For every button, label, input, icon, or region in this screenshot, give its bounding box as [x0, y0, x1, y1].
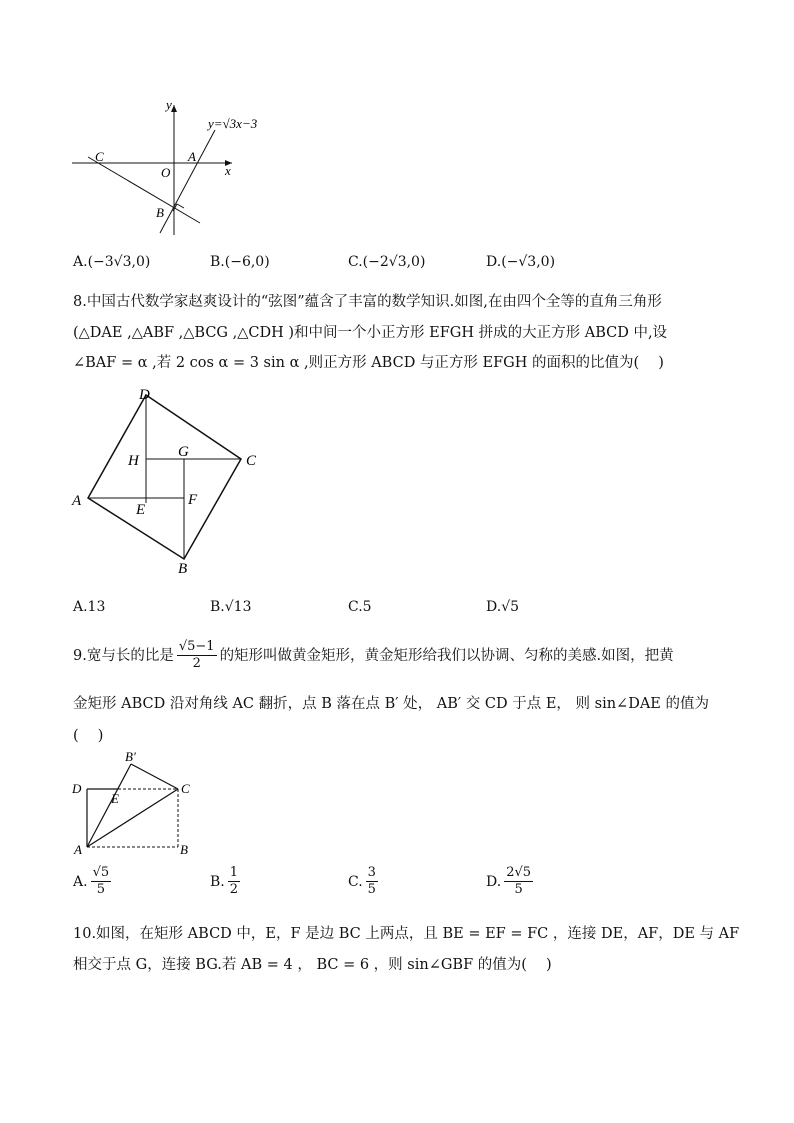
q7-line-ab	[160, 130, 215, 233]
q9-line-b-prime-c	[131, 764, 178, 789]
q8-label-e: E	[136, 502, 146, 518]
q10-text-line-1: 10.如图，在矩形 ABCD 中，E，F 是边 BC 上两点，且 BE = EF = FC ，连接 DE，AF，DE 与 AF	[73, 926, 740, 942]
q9-label-d: D	[72, 781, 82, 796]
q7-point-b-label: B	[156, 205, 164, 220]
q8-label-f: F	[188, 492, 198, 508]
q9-folded-rectangle	[65, 748, 215, 860]
q9-label-b-prime: B′	[125, 749, 136, 764]
q8-option-a: A.13	[73, 599, 106, 615]
q7-x-label: x	[225, 163, 231, 178]
q7-point-a-label: A	[188, 149, 196, 164]
q8-label-c: C	[246, 453, 257, 469]
q9-option-a: A. $\frac{√5}{5}$	[73, 865, 110, 898]
q8-label-b: B	[178, 561, 188, 577]
q9-label-e: E	[111, 791, 119, 806]
q8-outer-square	[88, 395, 241, 559]
q9-label-b: B	[180, 842, 188, 857]
q7-option-b: B.(−6,0)	[210, 254, 270, 270]
q9-tail: 的矩形叫做黄金矩形，黄金矩形给我们以协调、匀称的美感.如图，把黄	[219, 647, 674, 664]
q7-origin-label: O	[161, 165, 171, 180]
q8-option-b: B.√13	[210, 599, 252, 615]
q8-label-d: D	[139, 387, 150, 403]
q7-y-axis-arrow	[171, 105, 177, 112]
q8-text-line-2: (△DAE ,△ABF ,△BCG ,△CDH )和中间一个小正方形 EFGH 拼成的大正方形 ABCD 中,设	[73, 325, 668, 341]
q9-option-d: D. $\frac{2√5}{5}$	[486, 865, 532, 898]
q8-text-line-3: ∠BAF = α ,若 2 cos α = 3 sin α ,则正方形 ABCD 与正方形 EFGH 的面积的比值为( )	[73, 355, 664, 371]
q9-line-ab-prime	[87, 764, 131, 847]
q7-option-d: D.(−√3,0)	[486, 254, 556, 270]
q9-ratio-fraction: $\frac{√5-1}{2}$	[178, 639, 215, 672]
q8-option-d: D.√5	[486, 599, 520, 615]
q9-option-c: C. $\frac{3}{5}$	[348, 865, 376, 898]
q9-text-line-1	[73, 640, 674, 672]
q7-option-a: A.(−3√3,0)	[73, 254, 151, 270]
q7-y-label: y	[166, 97, 172, 112]
q10-text-line-2: 相交于点 G，连接 BG.若 AB = 4 ， BC = 6 ，则 sin∠GBF 的值为( )	[73, 957, 552, 973]
q7-option-c: C.(−2√3,0)	[348, 254, 426, 270]
q9-text-line-2: 金矩形 ABCD 沿对角线 AC 翻折，点 B 落在点 B′ 处， AB′ 交 CD 于点 E， 则 sin∠DAE 的值为	[73, 696, 710, 712]
q9-text-line-3: ( )	[73, 728, 104, 744]
q9-label-c: C	[181, 781, 190, 796]
q9-diagonal-ac	[87, 789, 178, 847]
q8-text-line-1: 8.中国古代数学家赵爽设计的“弦图”蕴含了丰富的数学知识.如图,在由四个全等的直角三角形	[73, 294, 662, 310]
q9-label-a: A	[74, 842, 82, 857]
q8-option-c: C.5	[348, 599, 372, 615]
q8-chord-diagram	[65, 383, 275, 578]
q9-lead: 9.宽与长的比是	[73, 647, 174, 664]
q9-option-b: B. $\frac{1}{2}$	[210, 865, 239, 898]
q7-coordinate-figure	[60, 95, 300, 245]
q8-label-g: G	[178, 444, 189, 460]
q8-label-h: H	[128, 453, 139, 469]
q7-point-c-label: C	[95, 149, 104, 164]
q7-equation-label: y=√3x−3	[208, 116, 258, 131]
q8-label-a: A	[72, 493, 82, 509]
